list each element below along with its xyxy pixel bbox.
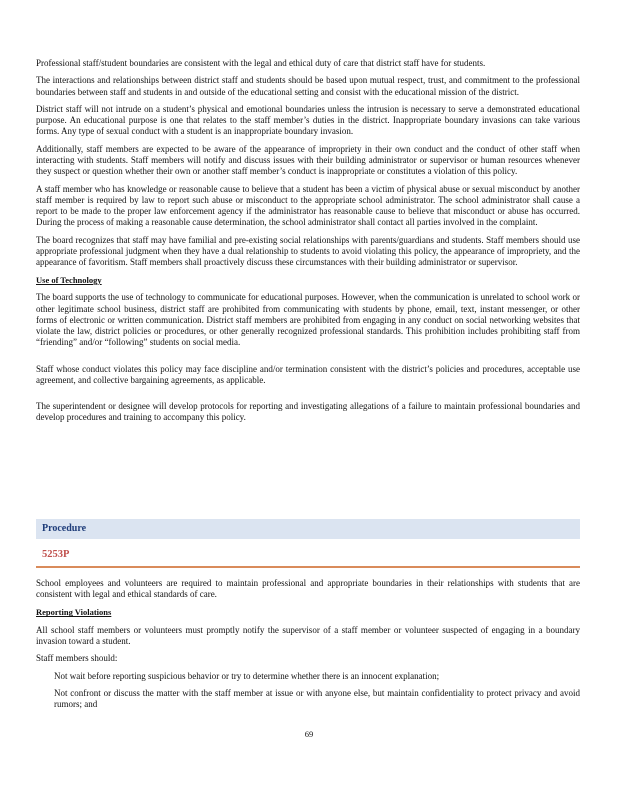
staff-should-label: Staff members should: bbox=[36, 653, 118, 664]
page-number: 69 bbox=[304, 729, 314, 739]
spacer bbox=[36, 392, 580, 401]
procedure-label: Procedure bbox=[42, 523, 87, 534]
spacer bbox=[36, 355, 580, 364]
paragraph-procedure-intro: School employees and volunteers are required to maintain professional and appropriate boundaries in their relationships with students that are consistent with legal and ethical standards of care. bbox=[36, 578, 580, 600]
technology-heading: Use of Technology bbox=[36, 275, 102, 286]
list-item-text: Not confront or discuss the matter with the staff member at issue or with anyone else, but maintain confidentiality to protect privacy and avoid rumors; and bbox=[54, 687, 580, 710]
list-item bbox=[36, 688, 580, 710]
reporting-heading: Reporting Violations bbox=[36, 607, 112, 618]
paragraph-relationships: The board recognizes that staff may have familial and pre-existing social relationships with parents/guardians and students. Staff members should use appropriate professional judgment when they have a dual relationship to students to avoid violating this policy, the appearance of impropriety, and the appearance of favoritism. Staff members shall proactively discuss these circumstances with their building administrator or supervisor. bbox=[36, 234, 580, 267]
paragraph-impropriety: Additionally, staff members are expected to be aware of the appearance of impropriety in their own conduct and the conduct of other staff when interacting with students. Staff members will notify and discuss issues with their building administrator or supervisor or human resources whenever they suspect or question whether their own or another staff member’s conduct is inappropriate or constitutes a violation of this policy. bbox=[36, 143, 580, 177]
list-item bbox=[36, 671, 580, 682]
paragraph-reporting: All school staff members or volunteers must promptly notify the supervisor of a staff member or volunteer suspected of engaging in a boundary invasion toward a student. bbox=[36, 624, 580, 646]
procedure-banner bbox=[36, 519, 580, 539]
paragraph-intrusion: District staff will not intrude on a student’s physical and emotional boundaries unless the intrusion is necessary to serve a demonstrated educational purpose. An educational purpose is one that relates to the staff member’s duties in the district. Inappropriate boundary invasions can take various forms. Any type of sexual conduct with a student is an inappropriate boundary invasion. bbox=[36, 103, 580, 137]
paragraph-technology: The board supports the use of technology to communicate for educational purposes. However, when the communication is unrelated to school work or other legitimate school business, district staff are prohibited from communicating with students by phone, email, text, instant messenger, or other forms of electronic or written communication. District staff members are prohibited from engaging in any conduct on social networking websites that violate the law, district policies or procedures, or other generally recognized professional standards. This prohibition includes prohibiting staff from “friending” and/or “following” students on social media. bbox=[36, 292, 580, 348]
paragraph-superintendent: The superintendent or designee will develop protocols for reporting and investigating allegations of a failure to maintain professional boundaries and develop procedures and training to accompany this policy. bbox=[36, 401, 580, 423]
paragraph-boundaries-intro: Professional staff/student boundaries are consistent with the legal and ethical duty of care that district staff have for students. bbox=[36, 58, 486, 68]
paragraph-discipline: Staff whose conduct violates this policy may face discipline and/or termination consistent with the district’s policies and procedures, acceptable use agreement, and collective bargaining agreements, as applicable. bbox=[36, 363, 580, 385]
paragraph-reporting-abuse: A staff member who has knowledge or reasonable cause to believe that a student has been a victim of physical abuse or sexual misconduct by another staff member is required by law to report such abuse or misconduct to the appropriate school administrator. The school administrator shall cause a report to be made to the proper law enforcement agency if the administrator has reasonable cause to believe that misconduct or abuse has occurred. During the process of making a reasonable cause determination, the school administrator shall contact all parties involved in the complaint. bbox=[36, 183, 580, 228]
paragraph-interactions: The interactions and relationships between district staff and students should be based upon mutual respect, trust, and commitment to the professional boundaries between staff and students in and outside of the educational setting and consist with the educational mission of the district. bbox=[36, 75, 580, 97]
policy-number: 5253P bbox=[42, 549, 70, 560]
list-item-text: Not wait before reporting suspicious behavior or try to determine whether there is an innocent explanation; bbox=[54, 670, 440, 681]
policy-number-rule bbox=[36, 566, 580, 568]
procedure-body bbox=[36, 578, 580, 717]
policy-body bbox=[36, 58, 580, 430]
